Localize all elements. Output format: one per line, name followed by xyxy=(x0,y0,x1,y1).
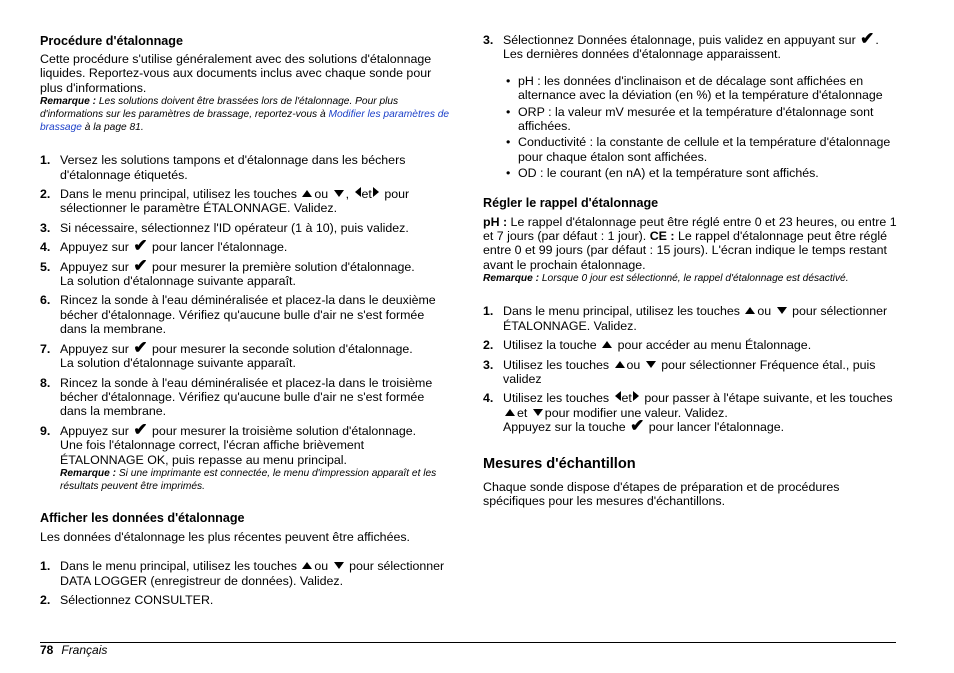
calibration-reminder-text xyxy=(483,215,898,273)
step-number: 2. xyxy=(40,187,51,202)
checkmark-key-icon: ✔ xyxy=(133,255,148,275)
note-text: Si une imprimante est connectée, le menu d'impression apparaît et les résultats peuvent être imprimés. xyxy=(60,467,437,492)
calibration-data-list xyxy=(503,74,898,181)
step-text: Rincez la sonde à l'eau déminéralisée et placez-la dans le troisième bécher d'étalonnage. Vérifiez qu'aucune bulle d'air ne s'est formée dans la membrane. xyxy=(60,375,433,419)
page-number: 78 xyxy=(40,643,54,657)
checkmark-key-icon: ✔ xyxy=(133,337,148,357)
note-page-ref: à la page 81. xyxy=(84,122,144,134)
down-arrow-key-icon xyxy=(334,562,344,569)
stirring-settings-link[interactable]: Modifier les paramètres de brassage xyxy=(40,109,450,134)
step-text: Sélectionnez CONSULTER. xyxy=(60,593,214,608)
step-text: Appuyez sur la touche xyxy=(503,420,626,435)
footer-divider xyxy=(40,642,896,643)
down-arrow-key-icon xyxy=(777,307,787,314)
right-arrow-key-icon xyxy=(373,187,379,197)
step-number: 2. xyxy=(483,338,494,353)
view-step-2 xyxy=(40,593,450,607)
calibration-procedure-heading: Procédure d'étalonnage xyxy=(40,34,183,48)
note-text: Les solutions doivent être brassées lors de l'étalonnage. Pour plus d'informations sur les paramètres de brassage, reportez-vous à xyxy=(40,96,399,121)
ph-text: Le rappel d'étalonnage peut être réglé entre 0 et 23 heures, ou entre 1 et 7 jours (par défaut : 1 jour). xyxy=(483,214,897,244)
step-text: Appuyez sur xyxy=(60,341,129,356)
step-number: 3. xyxy=(483,357,494,372)
reminder-step-3 xyxy=(483,358,898,387)
step-text: et xyxy=(621,391,632,406)
step-text: pour sélectionner le paramètre ÉTALONNAGE. Validez. xyxy=(60,187,410,216)
list-item: • Conductivité : la constante de cellule et la température d'étalonnage pour chaque étalon sont affichées. xyxy=(503,135,898,164)
step-text: pour mesurer la troisième solution d'étalonnage. xyxy=(152,423,417,438)
step-text: pour passer à l'étape suivante, et les touches xyxy=(644,391,893,406)
step-text: pour sélectionner DATA LOGGER (enregistreur de données). Validez. xyxy=(60,559,445,588)
right-column xyxy=(483,29,898,508)
step-text: et xyxy=(517,405,528,420)
ce-text: Le rappel d'étalonnage peut être réglé entre 0 et 99 jours (par défaut : 15 jours). L'écran indique le temps restant avant le prochain étalonnage. xyxy=(483,229,887,272)
step-text: Dans le menu principal, utilisez les touches xyxy=(503,304,740,319)
step-text: Dans le menu principal, utilisez les touches xyxy=(60,187,297,202)
ce-label: CE : xyxy=(649,229,675,244)
step-text: Utilisez la touche xyxy=(503,338,597,353)
reminder-step-2 xyxy=(483,338,898,352)
up-arrow-key-icon xyxy=(615,361,625,368)
left-arrow-key-icon xyxy=(615,391,621,401)
up-arrow-key-icon xyxy=(505,409,515,416)
up-arrow-key-icon xyxy=(602,341,612,348)
step-text: Rincez la sonde à l'eau déminéralisée et placez-la dans le deuxième bécher d'étalonnage. Vérifiez qu'aucune bulle d'air ne s'est formée dans la membrane. xyxy=(60,293,436,337)
step-number: 7. xyxy=(40,341,51,356)
ph-label: pH : xyxy=(483,214,508,229)
up-arrow-key-icon xyxy=(745,307,755,314)
view-steps xyxy=(40,559,450,607)
sample-measurements-text: Chaque sonde dispose d'étapes de préparation et de procédures spécifiques pour les mesures d'échantillons. xyxy=(483,479,840,508)
step-text: pour mesurer la première solution d'étalonnage. xyxy=(152,259,415,274)
step-number: 5. xyxy=(40,259,51,274)
checkmark-key-icon: ✔ xyxy=(133,419,148,439)
left-column xyxy=(40,34,450,608)
step-text: Versez les solutions tampons et d'étalonnage dans les béchers d'étalonnage étiquetés. xyxy=(60,153,406,182)
view-steps-continued xyxy=(483,29,898,181)
step-text: pour mesurer la seconde solution d'étalonnage. xyxy=(152,341,413,356)
step-text: ou xyxy=(314,559,329,574)
step-text: Une fois l'étalonnage correct, l'écran affiche brièvement ÉTALONNAGE OK, puis repasse au menu principal. xyxy=(60,438,365,467)
step-number: 8. xyxy=(40,375,51,390)
step-text: Appuyez sur xyxy=(60,423,129,438)
step-number: 2. xyxy=(40,593,51,608)
step-2 xyxy=(40,187,450,216)
checkmark-key-icon: ✔ xyxy=(133,236,148,256)
step-text: pour accéder au menu Étalonnage. xyxy=(617,338,812,353)
checkmark-key-icon: ✔ xyxy=(860,29,875,48)
step-text: pour lancer l'étalonnage. xyxy=(152,240,288,255)
step-text: Utilisez les touches xyxy=(503,391,610,406)
sample-measurements-heading: Mesures d'échantillon xyxy=(483,455,636,472)
step-text: et xyxy=(361,187,372,202)
checkmark-key-icon: ✔ xyxy=(630,416,645,436)
list-item: • OD : le courant (en nA) et la température sont affichés. xyxy=(503,166,898,180)
step-text: , xyxy=(345,187,350,202)
step-number: 4. xyxy=(483,391,494,406)
step-6 xyxy=(40,293,450,336)
step-text: Si nécessaire, sélectionnez l'ID opérateur (1 à 10), puis validez. xyxy=(60,220,409,235)
step-text: La solution d'étalonnage suivante apparaît. xyxy=(60,356,296,371)
step-text: ou xyxy=(626,357,641,372)
right-arrow-key-icon xyxy=(633,391,639,401)
reminder-note xyxy=(483,272,898,285)
view-calibration-data-heading: Afficher les données d'étalonnage xyxy=(40,510,245,525)
view-step-3 xyxy=(483,29,898,181)
step-number: 1. xyxy=(483,304,494,319)
note-label: Remarque : xyxy=(40,96,97,108)
up-arrow-key-icon xyxy=(302,190,312,197)
reminder-step-1 xyxy=(483,304,898,333)
step-text: pour modifier une valeur. Validez. xyxy=(544,405,728,420)
calibration-reminder-heading: Régler le rappel d'étalonnage xyxy=(483,195,659,210)
step-text: ou xyxy=(757,304,772,319)
step-text: pour lancer l'étalonnage. xyxy=(648,420,785,435)
step-9 xyxy=(40,419,450,493)
step-text: ou xyxy=(314,187,329,202)
step-number: 4. xyxy=(40,240,51,255)
step-text: Utilisez les touches xyxy=(503,357,610,372)
step-number: 3. xyxy=(40,220,51,235)
step-number: 1. xyxy=(40,559,51,574)
down-arrow-key-icon xyxy=(646,361,656,368)
step-text: pour sélectionner ÉTALONNAGE. Validez. xyxy=(503,304,888,333)
reminder-step-4 xyxy=(483,391,898,434)
step-number: 1. xyxy=(40,153,51,168)
note-text: Lorsque 0 jour est sélectionné, le rappel d'étalonnage est désactivé. xyxy=(541,273,849,285)
step-text: Les dernières données d'étalonnage apparaissent. xyxy=(503,47,781,62)
calibration-steps xyxy=(40,153,450,493)
step-text: pour sélectionner Fréquence étal., puis validez xyxy=(503,357,876,386)
step-text: Sélectionnez Données étalonnage, puis validez en appuyant sur xyxy=(503,33,856,47)
stirring-note xyxy=(40,95,450,134)
step-7 xyxy=(40,337,450,371)
up-arrow-key-icon xyxy=(302,562,312,569)
note-label: Remarque : xyxy=(60,467,117,479)
step-8 xyxy=(40,376,450,419)
down-arrow-key-icon xyxy=(533,409,543,416)
calibration-procedure-intro: Cette procédure s'utilise généralement avec des solutions d'étalonnage liquides. Reportez-vous aux documents inclus avec chaque sonde pour plus d'informations. xyxy=(40,52,432,95)
step-3 xyxy=(40,221,450,235)
step-text: La solution d'étalonnage suivante apparaît. xyxy=(60,274,296,289)
list-item: • ORP : la valeur mV mesurée et la température d'étalonnage sont affichées. xyxy=(503,105,898,134)
step-text: Appuyez sur xyxy=(60,259,129,274)
page-footer xyxy=(40,643,107,657)
step-4 xyxy=(40,236,450,256)
step-text: . xyxy=(875,33,879,47)
down-arrow-key-icon xyxy=(334,190,344,197)
step-5 xyxy=(40,255,450,289)
step-number: 6. xyxy=(40,293,51,308)
reminder-steps xyxy=(483,304,898,434)
view-step-1 xyxy=(40,559,450,588)
printer-note xyxy=(60,467,450,493)
step-number: 9. xyxy=(40,423,51,438)
note-label: Remarque : xyxy=(483,273,540,285)
step-number: 3. xyxy=(483,33,494,47)
step-text: Dans le menu principal, utilisez les touches xyxy=(60,559,297,574)
left-arrow-key-icon xyxy=(355,187,361,197)
list-item: • pH : les données d'inclinaison et de décalage sont affichées en alternance avec la déviation (en %) et la température d'étalonnage xyxy=(503,74,898,103)
step-1 xyxy=(40,153,450,182)
step-text: Appuyez sur xyxy=(60,240,129,255)
view-calibration-data-intro: Les données d'étalonnage les plus récentes peuvent être affichées. xyxy=(40,529,410,544)
footer-language: Français xyxy=(61,643,108,657)
